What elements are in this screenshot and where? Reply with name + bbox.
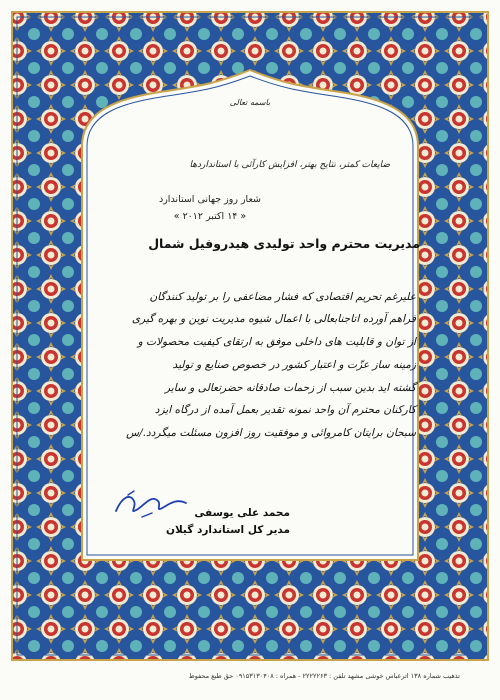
- event-date: « ۱۴ اکتبر ۲۰۱۲ »: [173, 211, 247, 222]
- body-text-line: از توان و قابلیت های داخلی موفق به ارتقای کیفیت محصولات و: [137, 336, 416, 348]
- body-text-line: کارکنان محترم آن واحد نمونه تقدیر بعمل آمده از درگاه ایزد: [154, 404, 416, 416]
- basmala-heading: باسمه تعالی: [229, 98, 271, 107]
- recipient-heading: مدیریت محترم واحد تولیدی هیدروفیل شمال: [148, 236, 420, 251]
- body-text-line: گشته اید بدین سبب از زحمات صادقانه حضرتعالی و سایر: [165, 382, 416, 394]
- event-caption: شعار روز جهانی استاندارد: [158, 194, 261, 205]
- body-text-line: فراهم آورده اتاجنابعالی با اعمال شیوه مدیریت نوین و بهره گیری: [131, 313, 416, 325]
- footer-credit: تذهیب شماره ۱۳۸ اثرعباس خوشی مشهد تلفن : ۲۲۲۲۲۶۳ - همراه : ۰۹۱۵۳۱۳۰۴۰۸ حق طبع محفوظ: [188, 672, 460, 680]
- body-text-line: زمینه ساز عزّت و اعتبار کشور در خصوص صنایع و تولید: [172, 359, 416, 371]
- slogan-line: ضایعات کمتر، نتایج بهتر، افزایش کارآئی با استانداردها: [189, 160, 390, 170]
- body-text-line: علیرغم تحریم اقتصادی که فشار مضاعفی را بر تولید کنندگان: [149, 291, 416, 303]
- signer-name: محمد علی یوسفی: [194, 507, 290, 519]
- body-text-line: سبحان برایتان کامروائی و موفقیت روز افزون مسئلت میگردد./س: [126, 427, 416, 439]
- signer-title: مدیر کل استاندارد گیلان: [165, 524, 290, 536]
